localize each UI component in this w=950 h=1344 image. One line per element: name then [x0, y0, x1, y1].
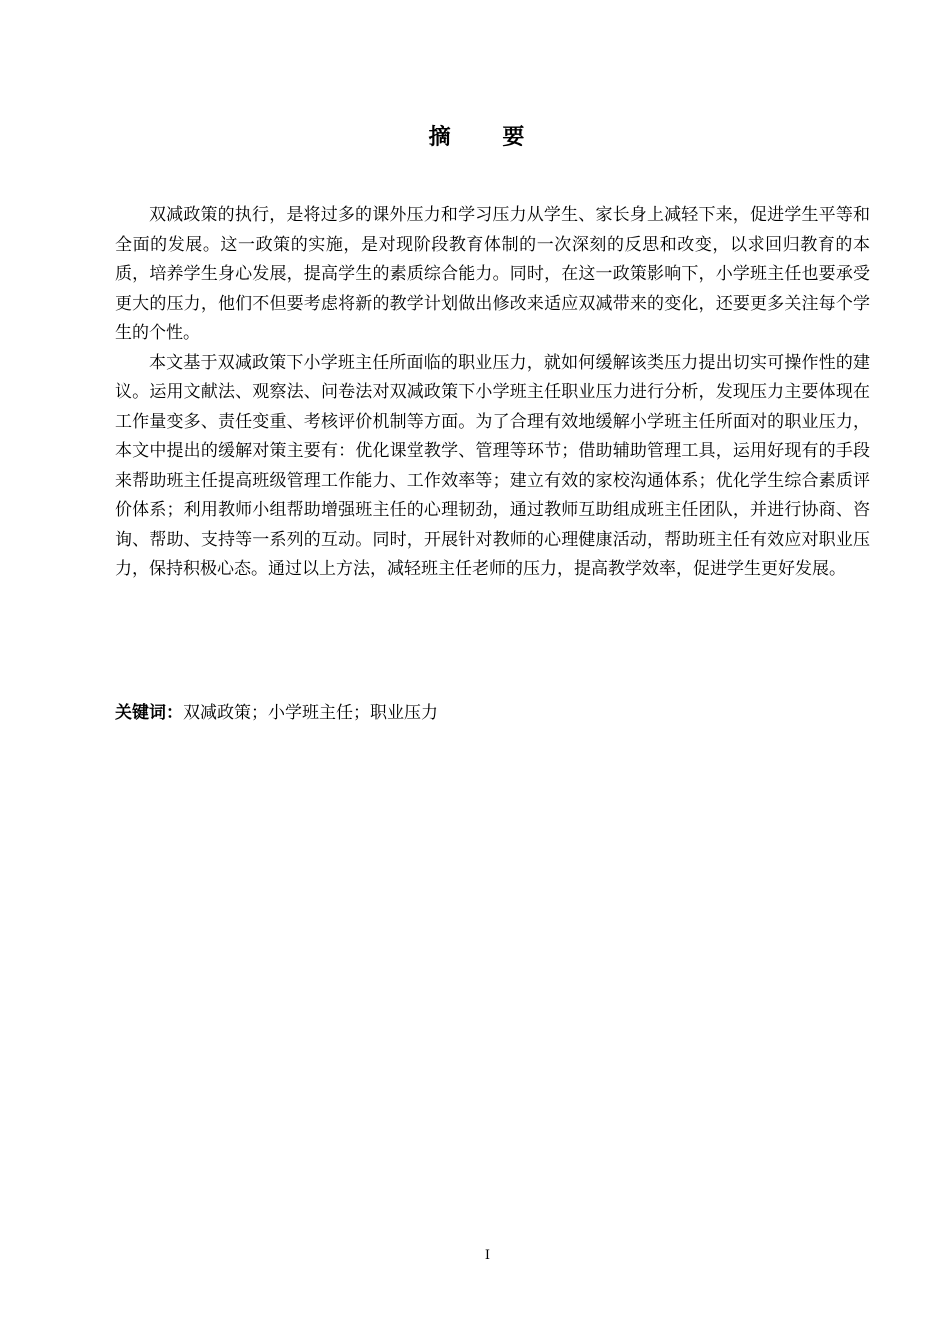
abstract-body	[115, 201, 870, 585]
keywords-line	[115, 699, 870, 728]
keywords-label: 关键词：	[115, 703, 183, 723]
abstract-paragraph-1: 双减政策的执行，是将过多的课外压力和学习压力从学生、家长身上减轻下来，促进学生平等和全面的发展。这一政策的实施，是对现阶段教育体制的一次深刻的反思和改变，以求回归教育的本质，培养学生身心发展，提高学生的素质综合能力。同时，在这一政策影响下，小学班主任也要承受更大的压力，他们不但要考虑将新的教学计划做出修改来适应双减带来的变化，还要更多关注每个学生的个性。	[115, 205, 870, 343]
keywords-value: 双减政策；小学班主任；职业压力	[183, 703, 438, 723]
abstract-title: 摘 要	[428, 125, 547, 150]
page-number: I	[484, 1248, 491, 1263]
abstract-paragraph-2: 本文基于双减政策下小学班主任所面临的职业压力，就如何缓解该类压力提出切实可操作性的建议。运用文献法、观察法、问卷法对双减政策下小学班主任职业压力进行分析，发现压力主要体现在工作量变多、责任变重、考核评价机制等方面。为了合理有效地缓解小学班主任所面对的职业压力，本文中提出的缓解对策主要有：优化课堂教学、管理等环节；借助辅助管理工具，运用好现有的手段来帮助班主任提高班级管理工作能力、工作效率等；建立有效的家校沟通体系；优化学生综合素质评价体系；利用教师小组帮助增强班主任的心理韧劲，通过教师互助组成班主任团队，并进行协商、咨询、帮助、支持等一系列的互动。同时，开展针对教师的心理健康活动，帮助班主任有效应对职业压力，保持积极心态。通过以上方法，减轻班主任老师的压力，提高教学效率，促进学生更好发展。	[115, 352, 870, 579]
